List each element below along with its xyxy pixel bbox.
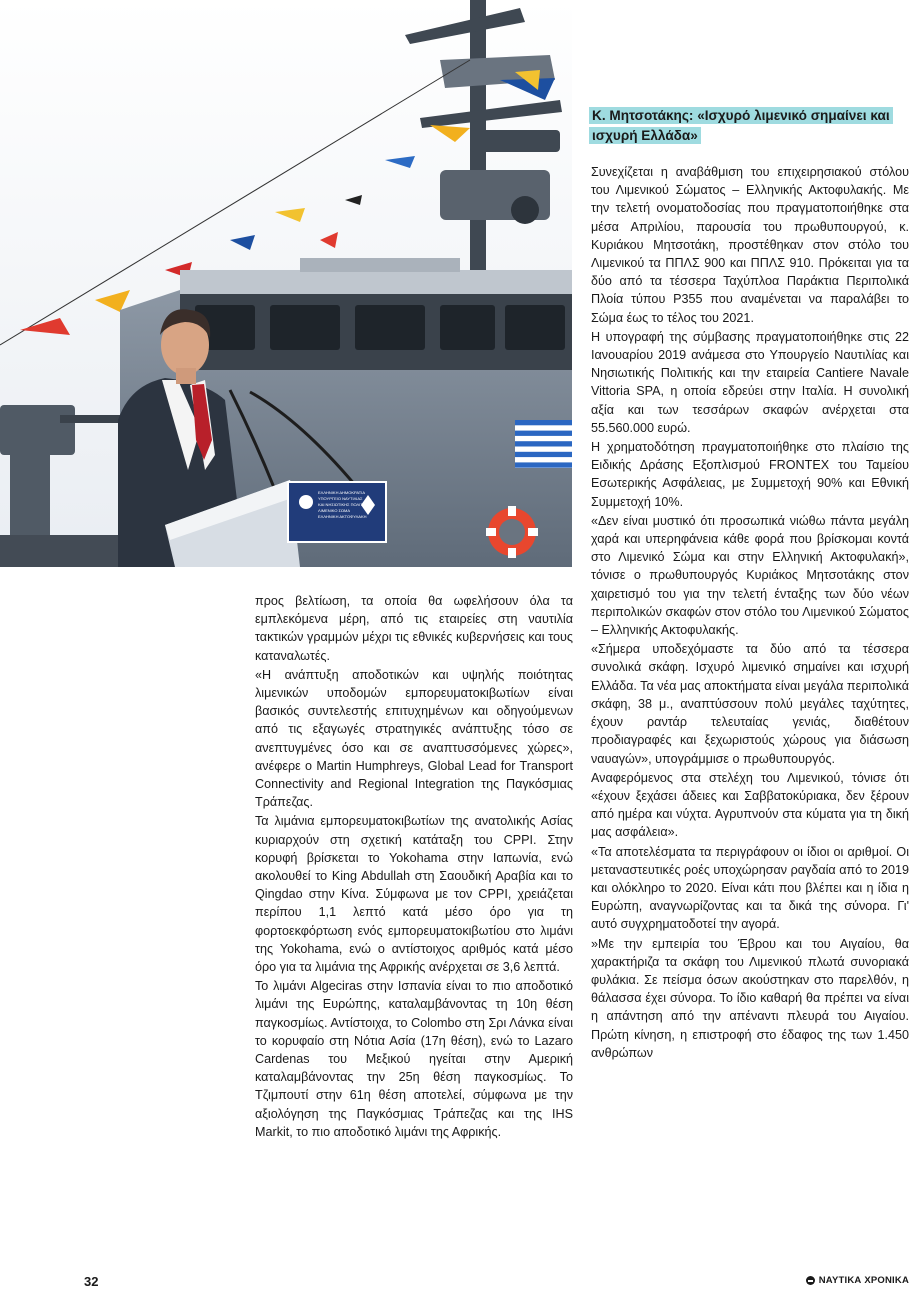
publication-footer bbox=[806, 1275, 909, 1286]
body-paragraph: Το λιμάνι Algeciras στην Ισπανία είναι το πιο αποδοτικό λιμάνι της Ευρώπης, καταλαμβάνοντας τη 10η θέση παγκοσμίως. Αντίστοιχα, το Colombo στη Σρι Λάνκα είναι το κορυφαίο στη Νότια Ασία (17η θέση), ενώ το Lazaro Cardenas του Μεξικού ηγείται στην Αμερική καταλαμβάνοντας την 25η θέση παγκοσμίως. Το Τζιμπουτί στην 61η θέση αποτελεί, σύμφωνα με την αξιολόγηση της Παγκόσμιας Τράπεζας και της IHS Markit, το πιο αποδοτικό λιμάνι της Αφρικής. bbox=[255, 979, 573, 1139]
podium-sign-line: ΕΛΛΗΝΙΚΗ ΔΗΜΟΚΡΑΤΙΑ bbox=[318, 490, 365, 495]
publication-name: ΝΑΥΤΙΚΑ ΧΡΟΝΙΚΑ bbox=[818, 1275, 909, 1286]
body-paragraph: «Τα αποτελέσματα τα περιγράφουν οι ίδιοι οι αριθμοί. Οι μεταναστευτικές ροές υποχώρησαν ραγδαία από το 2019 και ολόκληρο το 2020. Είναι κάτι που βλέπει και η ίδια η Ευρώπη, αναγνωρίζοντας και τα δικά της σύνορα. Γι' αυτό συγχρηματοδοτεί την αγορά. bbox=[591, 844, 909, 932]
podium-sign-line: ΚΑΙ ΝΗΣΙΩΤΙΚΗΣ ΠΟΛΙΤΙΚΗΣ bbox=[318, 502, 372, 507]
article-photo bbox=[0, 0, 572, 567]
left-column bbox=[255, 592, 573, 1142]
podium-sign-text bbox=[318, 490, 372, 519]
body-paragraph: Τα λιμάνια εμπορευματοκιβωτίων της ανατολικής Ασίας κυριαρχούν στη σχετική κατάταξη του CPPI. Στην κορυφή βρίσκεται το Yokohama στην Ιαπωνία, ενώ ακολουθεί το King Abdullah στη Σαουδική Αραβία και το Qingdao στην Κίνα. Σύμφωνα με τον CPPI, χρειάζεται περίπου 1,1 λεπτό κατά μέσο όρο για τη φορτοεκφόρτωση ενός εμπορευματοκιβωτίου στο λιμάνι της Yokohama, ενώ ο αντίστοιχος αριθμός κατά μέσο όρο για τα λιμάνια της Αφρικής ανέρχεται σε 3,6 λεπτά. bbox=[255, 814, 573, 975]
podium-sign-line: ΥΠΟΥΡΓΕΙΟ ΝΑΥΤΙΛΙΑΣ bbox=[318, 496, 363, 501]
headline-text: Κ. Μητσοτάκης: «Ισχυρό λιμενικό σημαίνει και ισχυρή Ελλάδα» bbox=[589, 107, 893, 144]
ceremony-photo-illustration bbox=[0, 0, 572, 567]
podium-sign-line: ΕΛΛΗΝΙΚΗ ΑΚΤΟΦΥΛΑΚΗ bbox=[318, 514, 367, 519]
right-column bbox=[591, 163, 909, 1063]
body-paragraph: Αναφερόμενος στα στελέχη του Λιμενικού, τόνισε ότι «έχουν ξεχάσει άδειες και Σαββατοκύριακα, δεν ξέρουν από ημέρα και νύχτα. Αγρυπνούν στα κύματα για τη δική μας ασφάλεια». bbox=[591, 770, 909, 840]
body-paragraph: «Σήμερα υποδεχόμαστε τα δύο από τα τέσσερα συνολικά σκάφη. Ισχυρό λιμενικό σημαίνει και ισχυρή Ελλάδα. Τα νέα μας αποκτήματα είναι μεγάλα περιπολικά σκάφη, 38 μ., αναπτύσσουν πολύ μεγάλες ταχύτητες, έχουν ραντάρ τελευταίας γενιάς, διαθέτουν προδιαγραφές και ξεχωριστούς χώρους για διάσωση ναυαγών», υπογράμμισε ο πρωθυπουργός. bbox=[591, 642, 909, 766]
podium-sign-line: ΛΙΜΕΝΙΚΟ ΣΩΜΑ bbox=[318, 508, 351, 513]
body-paragraph: «Δεν είναι μυστικό ότι προσωπικά νιώθω πάντα μεγάλη χαρά και υπερηφάνεια κάθε φορά που βρίσκομαι κοντά στο Λιμενικό Σώμα και στην Ελληνική Ακτοφυλακή», τόνισε ο πρωθυπουργός Κυριάκος Μητσοτάκης στον χαιρετισμό του για την τελετή ένταξης των δύο νέων περιπολικών σκαφών στον στόλο του Λιμενικού Σώματος – Ελληνικής Ακτοφυλακής. bbox=[591, 513, 909, 638]
publication-logo-icon bbox=[806, 1276, 815, 1285]
body-paragraph: «Η ανάπτυξη αποδοτικών και υψηλής ποιότητας λιμενικών υποδομών εμπορευματοκιβωτίων είναι βασικός συντελεστής επιτυχημένων και οδηγούμενων από τις εξαγωγές στρατηγικές ανάπτυξης τόσο σε ανεπτυγμένες όσο και σε αναπτυσσόμενες χώρες», ανέφερε ο Martin Humphreys, Global Lead for Transport Connectivity and Regional Integration της Παγκόσμιας Τράπεζας. bbox=[255, 667, 573, 810]
body-paragraph: προς βελτίωση, τα οποία θα ωφελήσουν όλα τα εμπλεκόμενα μέρη, από τις εταιρείες στη ναυτιλία τακτικών γραμμών μέχρι τις εθνικές κυβερνήσεις και τους καταναλωτές. bbox=[255, 594, 573, 663]
article-headline bbox=[589, 106, 909, 146]
body-paragraph: Η χρηματοδότηση πραγματοποιήθηκε στο πλαίσιο της Ειδικής Δράσης Εξοπλισμού FRONTEX του Ταμείου Εσωτερικής Ασφάλειας, με Συμμετοχή 90% και Εθνική Συμμετοχή 10%. bbox=[591, 440, 909, 509]
body-paragraph: »Με την εμπειρία του Έβρου και του Αιγαίου, θα χαρακτήριζα τα σκάφη του Λιμενικού πλωτά συνοριακά φυλάκια. Σε πείσμα όσων ακούστηκαν στο παρελθόν, η θάλασσα έχει σύνορα. Το ίδιο καθαρή θα πρέπει να είναι η απάντηση από την απέναντι πλευρά του Αιγαίου. Πρώτη κίνηση, η επιστροφή στο έδαφος της των 1.450 ανθρώπων bbox=[591, 936, 909, 1060]
greek-flag bbox=[515, 420, 572, 468]
page-number: 32 bbox=[84, 1274, 99, 1289]
body-paragraph: Συνεχίζεται η αναβάθμιση του επιχειρησιακού στόλου του Λιμενικού Σώματος – Ελληνικής Ακτοφυλακής. Με την τελετή ονοματοδοσίας που πραγματοποιήθηκε στα μέσα Απριλίου, παρουσία του πρωθυπουργού, κ. Κυριάκου Μητσοτάκη, προστέθηκαν στον στόλο του Λιμενικού τα ΠΠΛΣ 900 και ΠΠΛΣ 910. Πρόκειται για τα δύο από τα τέσσερα Ταχύπλοα Παράκτια Περιπολικά Πλοία τύπου P355 που αναμένεται να παραλάβει το Σώμα έως το τέλος του 2021. bbox=[591, 165, 909, 325]
body-paragraph: Η υπογραφή της σύμβασης πραγματοποιήθηκε στις 22 Ιανουαρίου 2019 ανάμεσα στο Υπουργείο Ναυτιλίας και Νησιωτικής Πολιτικής και την εταιρεία Cantiere Navale Vittoria SPA, η οποία εδρεύει στην Ιταλία. Η συνολική αξία και των τεσσάρων σκαφών ανέρχεται στα 55.560.000 ευρώ. bbox=[591, 329, 909, 435]
